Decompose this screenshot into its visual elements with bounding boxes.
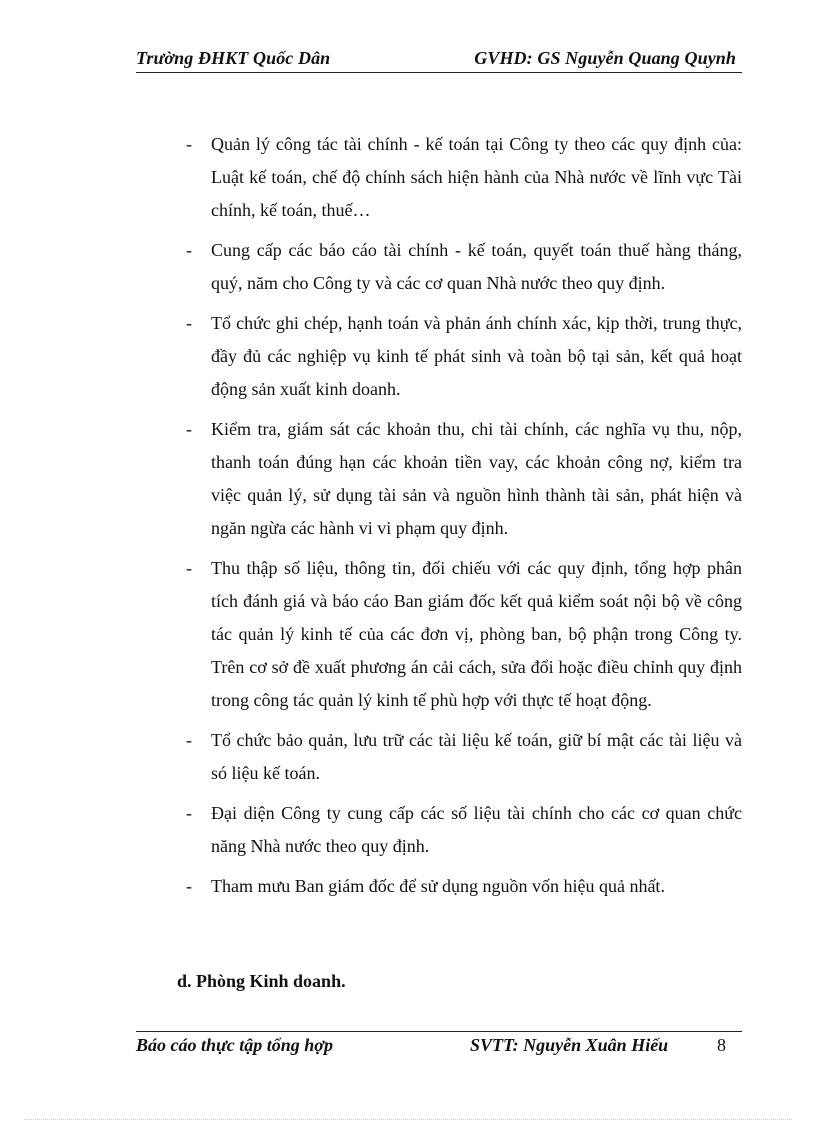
bullet-dash: -: [186, 876, 192, 896]
list-item-text: Tham mưu Ban giám đốc để sử dụng nguồn vốn hiệu quả nhất.: [211, 876, 665, 896]
list-item-text: Kiểm tra, giám sát các khoản thu, chi tài chính, các nghĩa vụ thu, nộp, thanh toán đúng hạn các khoản tiền vay, các khoản công nợ, kiểm tra việc quản lý, sử dụng tài sản và nguồn hình thành tài sản, phát hiện và ngăn ngừa các hành vi vi phạm quy định.: [211, 419, 742, 538]
list-item-text: Thu thập số liệu, thông tin, đối chiếu với các quy định, tổng hợp phân tích đánh giá và báo cáo Ban giám đốc kết quả kiểm soát nội bộ về công tác quản lý kinh tế của các đơn vị, phòng ban, bộ phận trong Công ty. Trên cơ sở đề xuất phương án cải cách, sửa đổi hoặc điều chỉnh quy định trong công tác quản lý kinh tế phù hợp với thực tế hoạt động.: [211, 558, 742, 710]
list-item-text: Tổ chức ghi chép, hạnh toán và phản ánh chính xác, kịp thời, trung thực, đầy đủ các nghiệp vụ kinh tế phát sinh và toàn bộ tại sản, kết quả hoạt động sản xuất kinh doanh.: [211, 313, 742, 399]
list-item: [180, 234, 742, 300]
page-number: 8: [717, 1035, 726, 1055]
list-item-text: Đại diện Công ty cung cấp các số liệu tài chính cho các cơ quan chức năng Nhà nước theo quy định.: [211, 803, 742, 856]
list-item: [180, 552, 742, 717]
header-supervisor: GVHD: GS Nguyễn Quang Quynh: [474, 48, 736, 68]
list-item: [180, 413, 742, 545]
bullet-dash: -: [186, 730, 192, 750]
list-item: [180, 724, 742, 790]
list-item: [180, 870, 742, 903]
bullet-dash: -: [186, 803, 192, 823]
list-item: [180, 128, 742, 227]
footer-report-title: Báo cáo thực tập tổng hợp: [136, 1035, 333, 1055]
list-item: [180, 797, 742, 863]
list-item-text: Tổ chức bảo quản, lưu trữ các tài liệu kế toán, giữ bí mật các tài liệu và só liệu kế toán.: [211, 730, 742, 783]
list-item: [180, 307, 742, 406]
bullet-dash: -: [186, 558, 192, 578]
section-heading: d. Phòng Kinh doanh.: [177, 971, 346, 991]
page-header: [136, 46, 742, 73]
page-edge-divider: [24, 1119, 792, 1120]
list-item-text: Quản lý công tác tài chính - kế toán tại Công ty theo các quy định của: Luật kế toán, chế độ chính sách hiện hành của Nhà nước về lĩnh vực Tài chính, kế toán, thuế…: [211, 134, 742, 220]
bullet-dash: -: [186, 313, 192, 333]
header-school: Trường ĐHKT Quốc Dân: [136, 48, 331, 68]
page-footer: [136, 1031, 742, 1062]
bullet-dash: -: [186, 134, 192, 154]
duties-list: [180, 128, 742, 910]
list-item-text: Cung cấp các báo cáo tài chính - kế toán, quyết toán thuế hàng tháng, quý, năm cho Công ty và các cơ quan Nhà nước theo quy định.: [211, 240, 742, 293]
bullet-dash: -: [186, 240, 192, 260]
bullet-dash: -: [186, 419, 192, 439]
footer-student: SVTT: Nguyễn Xuân Hiếu: [470, 1035, 669, 1055]
